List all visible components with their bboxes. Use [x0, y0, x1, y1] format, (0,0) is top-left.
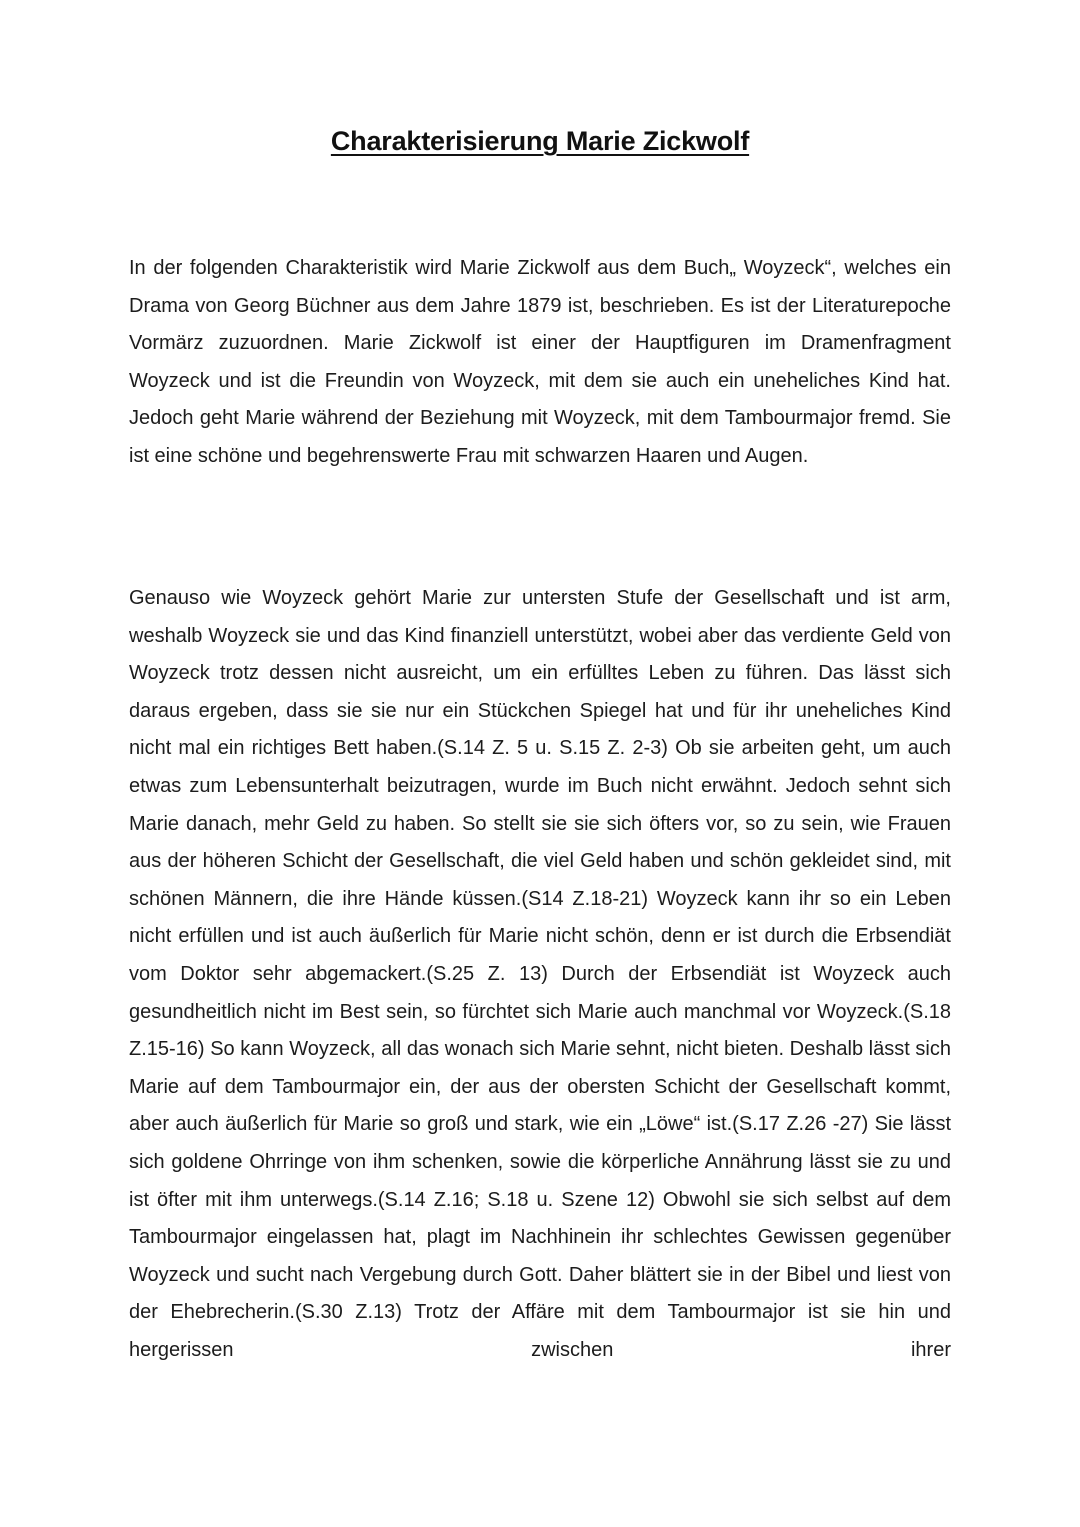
paragraph-introduction: In der folgenden Charakteristik wird Marie Zickwolf aus dem Buch„ Woyzeck“, welches ein Drama von Georg Büchner aus dem Jahre 1879 ist, beschrieben. Es ist der Literaturepoche Vormärz zuzuordnen. Marie Zickwolf ist einer der Hauptfiguren im Dramenfragment Woyzeck und ist die Freundin von Woyzeck, mit dem sie auch ein uneheliches Kind hat. Jedoch geht Marie während der Beziehung mit Woyzeck, mit dem Tambourmajor fremd. Sie ist eine schöne und begehrenswerte Frau mit schwarzen Haaren und Augen.	[129, 257, 951, 467]
paragraph-main: Genauso wie Woyzeck gehört Marie zur untersten Stufe der Gesellschaft und ist arm, weshalb Woyzeck sie und das Kind finanziell unterstützt, wobei aber das verdiente Geld von Woyzeck trotz dessen nicht ausreicht, um ein erfülltes Leben zu führen. Das lässt sich daraus ergeben, dass sie sie nur ein Stückchen Spiegel hat und für ihr uneheliches Kind nicht mal ein richtiges Bett haben.(S.14 Z. 5 u. S.15 Z. 2-3) Ob sie arbeiten geht, um auch etwas zum Lebensunterhalt beizutragen, wurde im Buch nicht erwähnt. Jedoch sehnt sich Marie danach, mehr Geld zu haben. So stellt sie sie sich öfters vor, so zu sein, wie Frauen aus der höheren Schicht der Gesellschaft, die viel Geld haben und schön gekleidet sind, mit schönen Männern, die ihre Hände küssen.(S14 Z.18-21) Woyzeck kann ihr so ein Leben nicht erfüllen und ist auch äußerlich für Marie nicht schön, denn er ist durch die Erbsendiät vom Doktor sehr abgemackert.(S.25 Z. 13) Durch der Erbsendiät ist Woyzeck auch gesundheitlich nicht im Best sein, so fürchtet sich Marie auch manchmal vor Woyzeck.(S.18 Z.15-16) So kann Woyzeck, all das wonach sich Marie sehnt, nicht bieten. Deshalb lässt sich Marie auf dem Tambourmajor ein, der aus der obersten Schicht der Gesellschaft kommt, aber auch äußerlich für Marie so groß und stark, wie ein „Löwe“ ist.(S.17 Z.26 -27) Sie lässt sich goldene Ohrringe von ihm schenken, sowie die körperliche Annährung lässt sie zu und ist öfter mit ihm unterwegs.(S.14 Z.16; S.18 u. Szene 12) Obwohl sie sich selbst auf dem Tambourmajor eingelassen hat, plagt im Nachhinein ihr schlechtes Gewissen gegenüber Woyzeck und sucht nach Vergebung durch Gott. Daher blättert sie in der Bibel und liest von der Ehebrecherin.(S.30 Z.13) Trotz der Affäre mit dem Tambourmajor ist sie hin und hergerissen zwischen ihrer	[129, 587, 951, 1361]
document-title: Charakterisierung Marie Zickwolf	[330, 126, 750, 156]
